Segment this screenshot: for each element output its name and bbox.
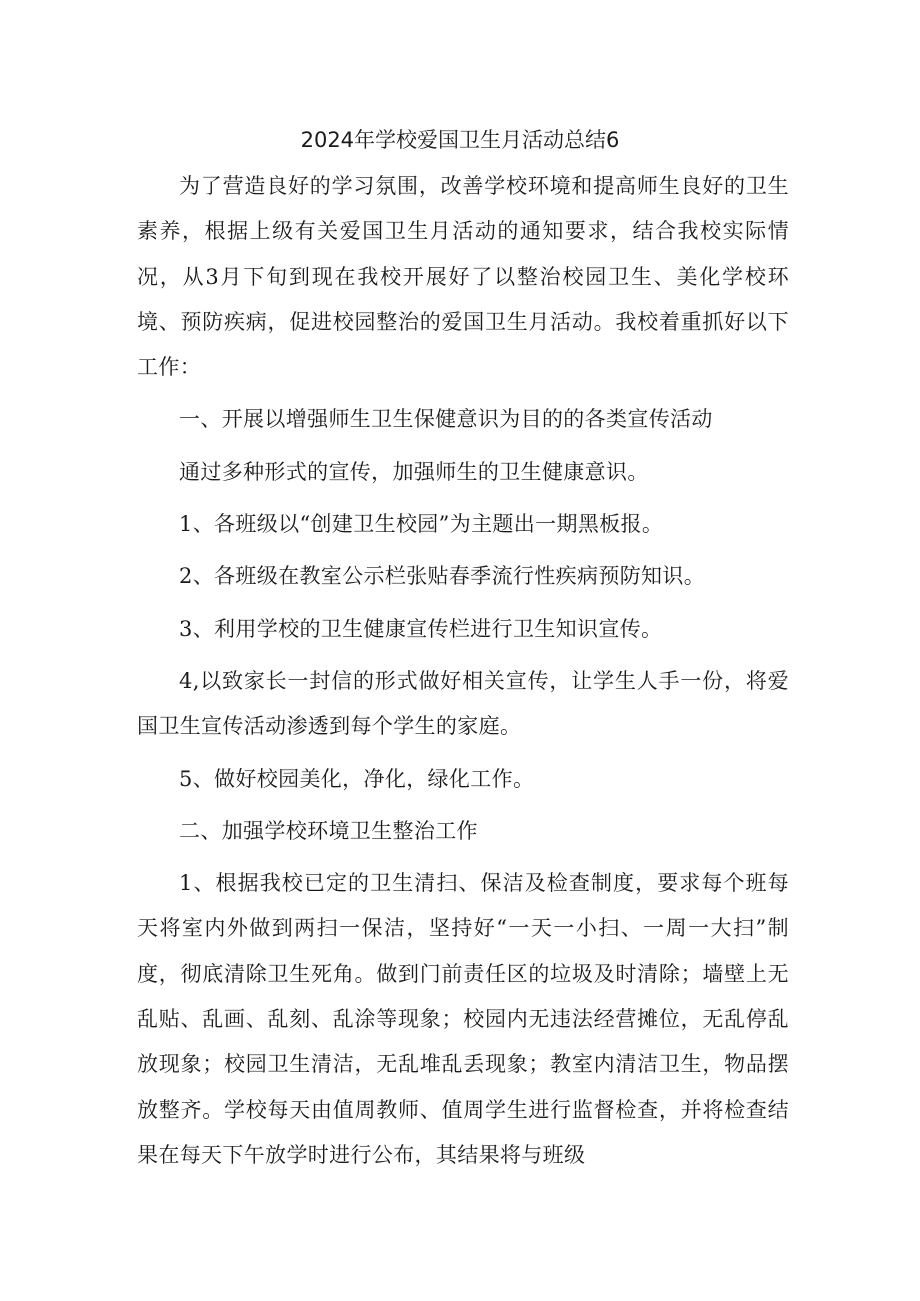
list-item: 3、利用学校的卫生健康宣传栏进行卫生知识宣传。 bbox=[179, 616, 663, 641]
list-item: 5、做好校园美化，净化，绿化工作。 bbox=[179, 766, 535, 791]
paragraph-intro: 为了营造良好的学习氛围，改善学校环境和提高师生良好的卫生素养，根据上级有关爱国卫生月活动的通知要求，结合我校实际情况，从3月下旬到现在我校开展好了以整治校园卫生、美化学校环境、预防疾病，促进校园整治的爱国卫生月活动。我校着重抓好以下工作： bbox=[137, 174, 789, 380]
list-item: 4,以致家长一封信的形式做好相关宣传，让学生人手一份，将爱国卫生宣传活动渗透到每个学生的家庭。 bbox=[137, 668, 789, 739]
document-title: 2024年学校爱国卫生月活动总结6 bbox=[300, 128, 620, 152]
list-item: 2、各班级在教室公示栏张贴春季流行性疾病预防知识。 bbox=[179, 564, 706, 589]
section-heading-1: 一、开展以增强师生卫生保健意识为目的的各类宣传活动 bbox=[179, 407, 713, 432]
list-item: 1、根据我校已定的卫生清扫、保洁及检查制度，要求每个班每天将室内外做到两扫一保洁，坚持好“一天一小扫、一周一大扫”制度，彻底清除卫生死角。做到门前责任区的垃圾及时清除；墙壁上无乱贴、乱画、乱刻、乱涂等现象；校园内无违法经营摊位，无乱停乱放现象；校园卫生清洁，无乱堆乱丢现象；教室内清洁卫生，物品摆放整齐。学校每天由值周教师、值周学生进行监督检查，并将检查结果在每天下午放学时进行公布，其结果将与班级 bbox=[137, 871, 789, 1167]
document-body bbox=[137, 164, 789, 1178]
section-heading-2: 二、加强学校环境卫生整治工作 bbox=[179, 818, 478, 843]
paragraph: 通过多种形式的宣传，加强师生的卫生健康意识。 bbox=[179, 459, 649, 484]
list-item: 1、各班级以“创建卫生校园”为主题出一期黑板报。 bbox=[179, 512, 664, 537]
